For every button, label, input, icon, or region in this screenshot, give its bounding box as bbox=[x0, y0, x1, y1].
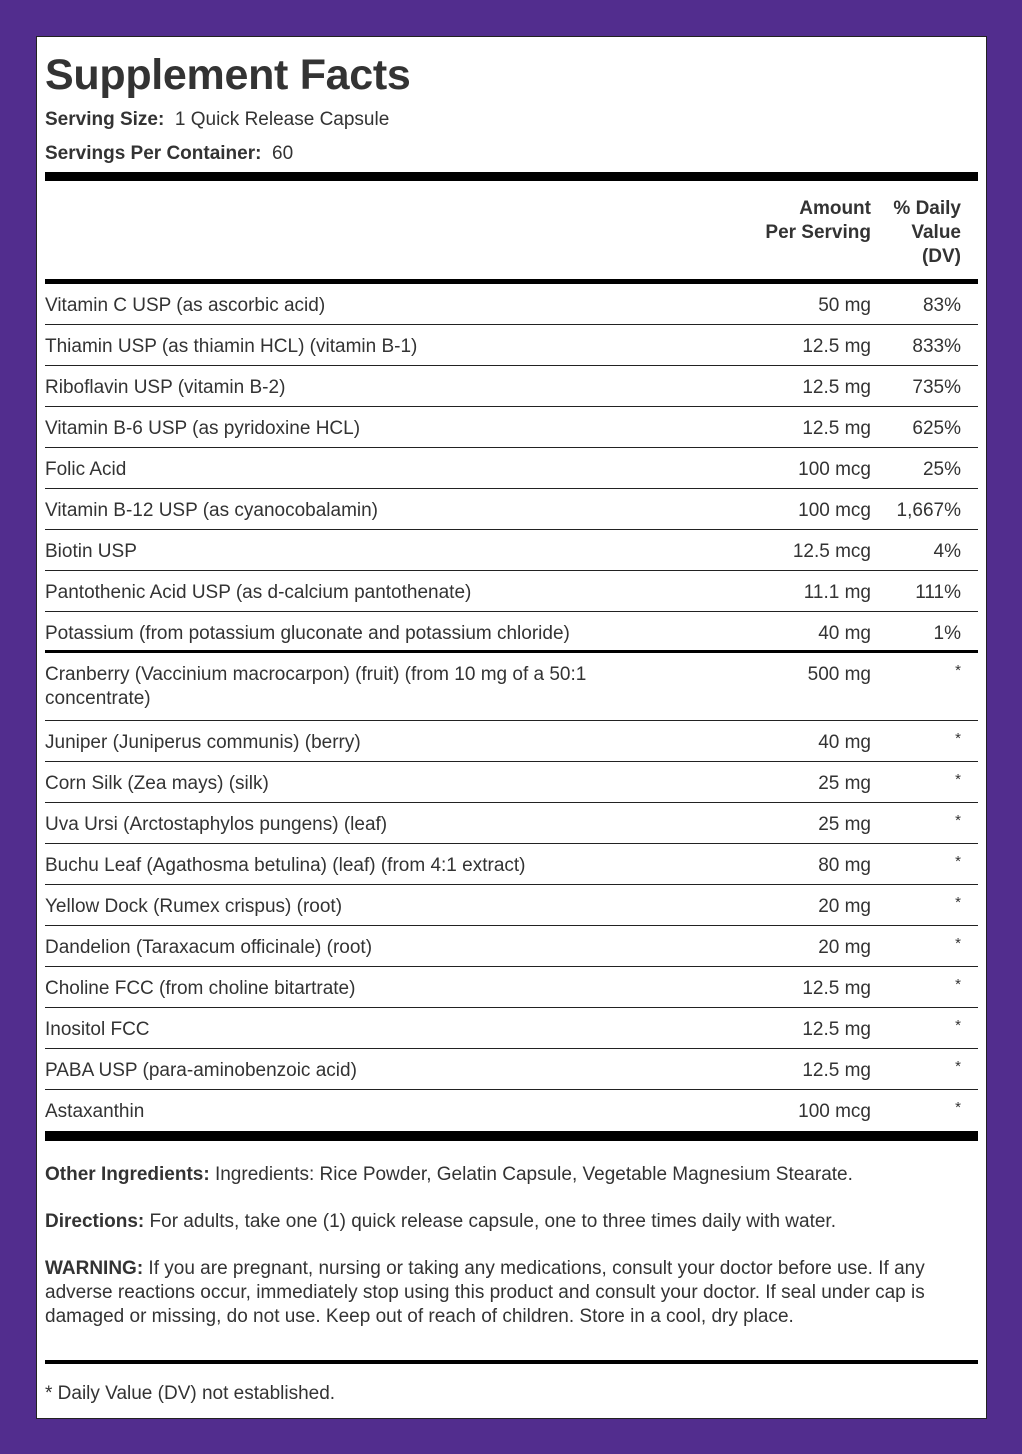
warning: WARNING: If you are pregnant, nursing or taking any medications, consult your doctor before use. If any adverse reactions occur, immediately stop using this product and consult your doctor. If seal under cap is damaged or missing, do not use. Keep out of reach of children. Store in a cool, dry place. bbox=[45, 1258, 925, 1327]
nutrient-name: Juniper (Juniperus communis) (berry) bbox=[45, 732, 361, 753]
table-row bbox=[45, 284, 978, 325]
table-row bbox=[45, 407, 978, 448]
nutrient-name: PABA USP (para-aminobenzoic acid) bbox=[45, 1060, 357, 1081]
servings-per-container: Servings Per Container: 60 bbox=[45, 143, 294, 164]
amount: 25 mg bbox=[818, 773, 871, 794]
nutrient-name: Yellow Dock (Rumex crispus) (root) bbox=[45, 896, 343, 917]
amount: 20 mg bbox=[818, 937, 871, 958]
supplement-facts-panel bbox=[36, 36, 987, 1419]
nutrient-name: Potassium (from potassium gluconate and potassium chloride) bbox=[45, 623, 570, 644]
divider bbox=[45, 1360, 978, 1364]
daily-value: * bbox=[955, 853, 961, 870]
daily-value: 833% bbox=[912, 336, 961, 357]
footnote: * Daily Value (DV) not established. bbox=[45, 1383, 336, 1404]
nutrient-name: Pantothenic Acid USP (as d-calcium pantothenate) bbox=[45, 582, 472, 603]
nutrient-name: Choline FCC (from choline bitartrate) bbox=[45, 978, 356, 999]
nutrient-name: Vitamin C USP (as ascorbic acid) bbox=[45, 295, 326, 316]
facts-table bbox=[45, 284, 978, 1131]
daily-value: * bbox=[955, 1017, 961, 1034]
amount: 12.5 mg bbox=[802, 336, 871, 357]
daily-value: * bbox=[955, 935, 961, 952]
amount: 100 mcg bbox=[798, 1101, 871, 1122]
daily-value: 25% bbox=[922, 459, 961, 480]
daily-value: 83% bbox=[922, 295, 961, 316]
divider bbox=[45, 1131, 978, 1141]
nutrient-name: Uva Ursi (Arctostaphylos pungens) (leaf) bbox=[45, 814, 388, 835]
daily-value: * bbox=[955, 662, 961, 679]
amount: 80 mg bbox=[818, 855, 871, 876]
nutrient-name: Astaxanthin bbox=[45, 1101, 145, 1122]
table-row bbox=[45, 366, 978, 407]
daily-value: * bbox=[955, 1099, 961, 1116]
table-row bbox=[45, 844, 978, 885]
daily-value: * bbox=[955, 771, 961, 788]
nutrient-name: Buchu Leaf (Agathosma betulina) (leaf) (from 4:1 extract) bbox=[45, 855, 526, 876]
nutrient-name: Inositol FCC bbox=[45, 1019, 150, 1040]
directions: Directions: For adults, take one (1) quick release capsule, one to three times daily with water. bbox=[45, 1211, 836, 1232]
table-row bbox=[45, 803, 978, 844]
table-row bbox=[45, 571, 978, 612]
table-row bbox=[45, 926, 978, 967]
amount: 100 mcg bbox=[798, 459, 871, 480]
amount: 12.5 mg bbox=[802, 1060, 871, 1081]
other-ingredients: Other Ingredients: Ingredients: Rice Powder, Gelatin Capsule, Vegetable Magnesium Stearate. bbox=[45, 1164, 853, 1185]
dv-header: % Daily Value (DV) bbox=[893, 198, 961, 267]
nutrient-name: Vitamin B-12 USP (as cyanocobalamin) bbox=[45, 500, 379, 521]
daily-value: 625% bbox=[912, 418, 961, 439]
amount: 500 mg bbox=[807, 664, 871, 685]
table-row bbox=[45, 885, 978, 926]
amount: 25 mg bbox=[818, 814, 871, 835]
amount: 12.5 mg bbox=[802, 377, 871, 398]
amount: 12.5 mg bbox=[802, 978, 871, 999]
amount: 12.5 mg bbox=[802, 418, 871, 439]
daily-value: * bbox=[955, 812, 961, 829]
amount: 50 mg bbox=[818, 295, 871, 316]
table-row bbox=[45, 1090, 978, 1131]
serving-size: Serving Size: 1 Quick Release Capsule bbox=[45, 109, 390, 130]
nutrient-name: Corn Silk (Zea mays) (silk) bbox=[45, 773, 269, 794]
table-row bbox=[45, 448, 978, 489]
table-header bbox=[45, 181, 978, 279]
page-title: Supplement Facts bbox=[45, 51, 411, 99]
nutrient-name: Biotin USP bbox=[45, 541, 137, 562]
daily-value: * bbox=[955, 894, 961, 911]
table-row bbox=[45, 489, 978, 530]
table-row bbox=[45, 967, 978, 1008]
daily-value: 735% bbox=[912, 377, 961, 398]
nutrient-name: Cranberry (Vaccinium macrocarpon) (fruit) (from 10 mg of a 50:1 concentrate) bbox=[45, 664, 587, 709]
daily-value: 1% bbox=[933, 623, 961, 644]
amount: 12.5 mg bbox=[802, 1019, 871, 1040]
nutrient-name: Folic Acid bbox=[45, 459, 127, 480]
daily-value: * bbox=[955, 976, 961, 993]
amount: 20 mg bbox=[818, 896, 871, 917]
nutrient-name: Dandelion (Taraxacum officinale) (root) bbox=[45, 937, 373, 958]
table-row bbox=[45, 762, 978, 803]
amount: 40 mg bbox=[818, 623, 871, 644]
daily-value: 4% bbox=[933, 541, 961, 562]
amount: 100 mcg bbox=[798, 500, 871, 521]
amount: 11.1 mg bbox=[803, 582, 871, 603]
divider bbox=[45, 172, 978, 181]
amount: 12.5 mcg bbox=[792, 541, 871, 562]
amount-header: Amount Per Serving bbox=[765, 198, 871, 243]
table-row bbox=[45, 1049, 978, 1090]
table-row bbox=[45, 612, 978, 653]
daily-value: * bbox=[955, 730, 961, 747]
table-row bbox=[45, 721, 978, 762]
table-row bbox=[45, 530, 978, 571]
nutrient-name: Vitamin B-6 USP (as pyridoxine HCL) bbox=[45, 418, 361, 439]
nutrient-name: Riboflavin USP (vitamin B-2) bbox=[45, 377, 286, 398]
table-row bbox=[45, 1008, 978, 1049]
amount: 40 mg bbox=[818, 732, 871, 753]
daily-value: 1,667% bbox=[896, 500, 961, 521]
table-row bbox=[45, 325, 978, 366]
daily-value: 111% bbox=[915, 582, 961, 603]
table-row bbox=[45, 653, 978, 721]
daily-value: * bbox=[955, 1058, 961, 1075]
nutrient-name: Thiamin USP (as thiamin HCL) (vitamin B-1) bbox=[45, 336, 418, 357]
